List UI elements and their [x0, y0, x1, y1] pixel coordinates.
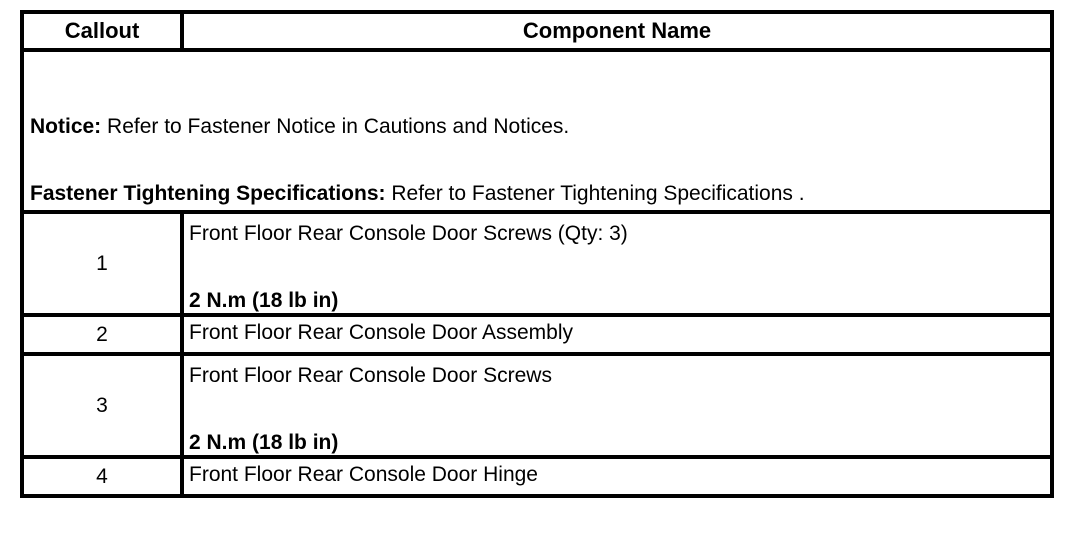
component-cell: [182, 315, 1052, 354]
torque-spec: 2 N.m (18 lb in): [189, 289, 339, 312]
spec-text: Refer to Fastener Tightening Specifications .: [385, 182, 805, 205]
callout-header: Callout: [22, 12, 182, 50]
notice-label: Notice:: [30, 115, 102, 138]
component-name: Front Floor Rear Console Door Assembly: [189, 321, 573, 344]
component-name: Front Floor Rear Console Door Screws: [189, 364, 552, 387]
spec-label: Fastener Tightening Specifications:: [30, 182, 386, 205]
spec-line: [30, 182, 1050, 206]
callout-cell: 2: [22, 315, 182, 354]
table-row: [22, 315, 1052, 354]
notice-cell: [22, 50, 1052, 212]
component-name-header: Component Name: [182, 12, 1052, 50]
notice-row: [22, 50, 1052, 212]
callout-cell: 3: [22, 354, 182, 457]
torque-spec: 2 N.m (18 lb in): [189, 431, 339, 454]
table-header-row: [22, 12, 1052, 50]
callout-cell: 1: [22, 212, 182, 315]
component-cell: [182, 354, 1052, 457]
component-cell: [182, 212, 1052, 315]
component-name: Front Floor Rear Console Door Screws (Qty: 3): [189, 222, 628, 245]
table-row: [22, 212, 1052, 315]
notice-text: Refer to Fastener Notice in Cautions and Notices.: [101, 115, 570, 138]
component-table: [20, 10, 1054, 498]
component-cell: [182, 457, 1052, 496]
component-name: Front Floor Rear Console Door Hinge: [189, 463, 538, 486]
table-row: [22, 457, 1052, 496]
notice-line: [30, 115, 1050, 139]
table-row: [22, 354, 1052, 457]
callout-cell: 4: [22, 457, 182, 496]
